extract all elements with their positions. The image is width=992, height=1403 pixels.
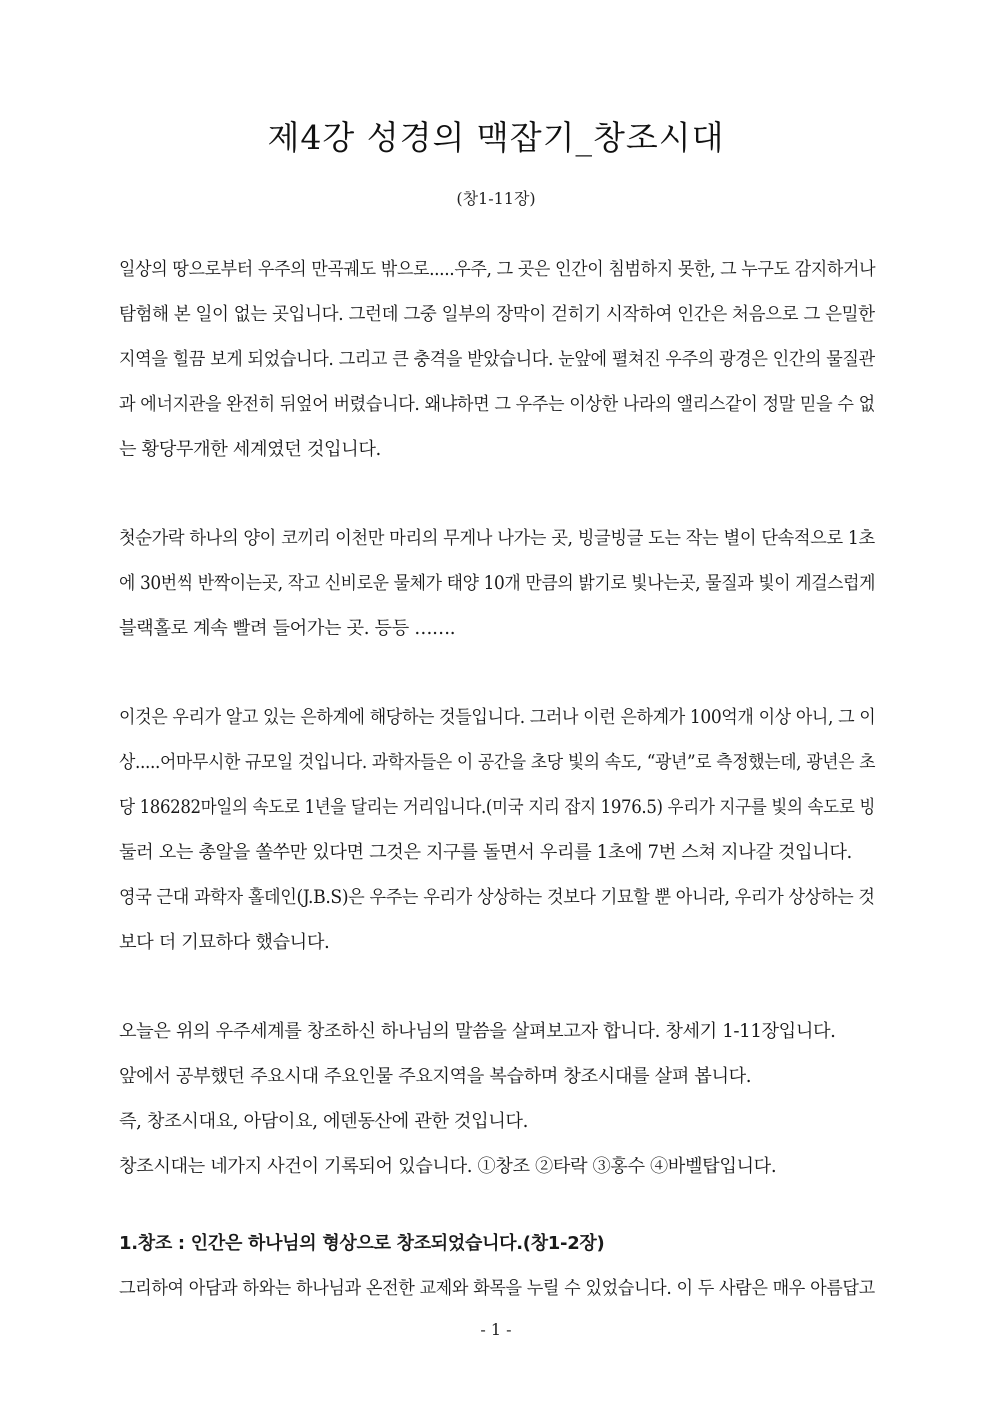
text-line: 는 황당무개한 세계였던 것입니다. [119,439,381,460]
page-title: 제4강 성경의 맥잡기_창조시대 [267,118,725,157]
paragraph-2 [119,516,875,651]
text-line: 그리하여 아담과 하와는 하나님과 온전한 교제와 화목을 누릴 수 있었습니다. 이 두 사람은 매우 아름답고 [119,1278,875,1299]
text-line: 둘러 오는 총알을 쏠쑤만 있다면 그것은 지구를 돌면서 우리를 1초에 7번 스쳐 지나갈 것입니다. [119,842,852,863]
text-line: 창조시대는 네가지 사건이 기록되어 있습니다. ①창조 ②타락 ③홍수 ④바벨탑입니다. [119,1156,777,1177]
text-line: 첫순가락 하나의 양이 코끼리 이천만 마리의 무게나 나가는 곳, 빙글빙글 도는 작는 별이 단속적으로 1초 [119,528,875,549]
text-line: 탐험해 본 일이 없는 곳입니다. 그런데 그중 일부의 장막이 걷히기 시작하여 인간은 처음으로 그 은밀한 [119,304,875,325]
text-line: 이것은 우리가 알고 있는 은하계에 해당하는 것들입니다. 그러나 이런 은하계가 100억개 이상 아니, 그 이 [119,707,876,728]
text-line: 일상의 땅으로부터 우주의 만곡궤도 밖으로.....우주, 그 곳은 인간이 침범하지 못한, 그 누구도 감지하거나 [119,259,876,280]
paragraph-3 [119,695,875,965]
text-line: 상.....어마무시한 규모일 것입니다. 과학자들은 이 공간을 초당 빛의 속도, “광년”로 측정했는데, 광년은 초 [119,752,876,773]
text-line: 영국 근대 과학자 홀데인(J.B.S)은 우주는 우리가 상상하는 것보다 기묘할 뿐 아니라, 우리가 상상하는 것 [119,887,875,908]
document-body [119,247,875,1311]
section-heading: 1.창조 : 인간은 하나님의 형상으로 창조되었습니다.(창1-2장) [119,1233,605,1254]
section-paragraph [119,1266,875,1311]
text-line: 오늘은 위의 우주세계를 창조하신 하나님의 말씀을 살펴보고자 합니다. 창세기 1-11장입니다. [119,1021,836,1042]
page-subtitle: (창1-11장) [456,189,536,208]
text-line: 당 186282마일의 속도로 1년을 달리는 거리입니다.(미국 지리 잡지 1976.5) 우리가 지구를 빛의 속도로 빙 [119,797,876,818]
page-number: - 1 - [480,1320,512,1339]
text-line: 에 30번씩 반짝이는곳, 작고 신비로운 물체가 태양 10개 만큼의 밝기로 빛나는곳, 물질과 빛이 게걸스럽게 [119,573,876,594]
text-line: 보다 더 기묘하다 했습니다. [119,932,330,953]
text-line: 과 에너지관을 완전히 뒤엎어 버렸습니다. 왜냐하면 그 우주는 이상한 나라의 앨리스같이 정말 믿을 수 없 [119,394,875,415]
text-line: 앞에서 공부했던 주요시대 주요인물 주요지역을 복습하며 창조시대를 살펴 봅니다. [119,1066,752,1087]
paragraph-1 [119,247,875,472]
paragraph-4 [119,1009,875,1189]
text-line: 즉, 창조시대요, 아담이요, 에덴동산에 관한 것입니다. [119,1111,528,1132]
text-line: 지역을 힐끔 보게 되었습니다. 그리고 큰 충격을 받았습니다. 눈앞에 펼쳐진 우주의 광경은 인간의 물질관 [119,349,875,370]
text-line: 블랙홀로 계속 빨려 들어가는 곳. 등등 ……. [119,618,456,639]
